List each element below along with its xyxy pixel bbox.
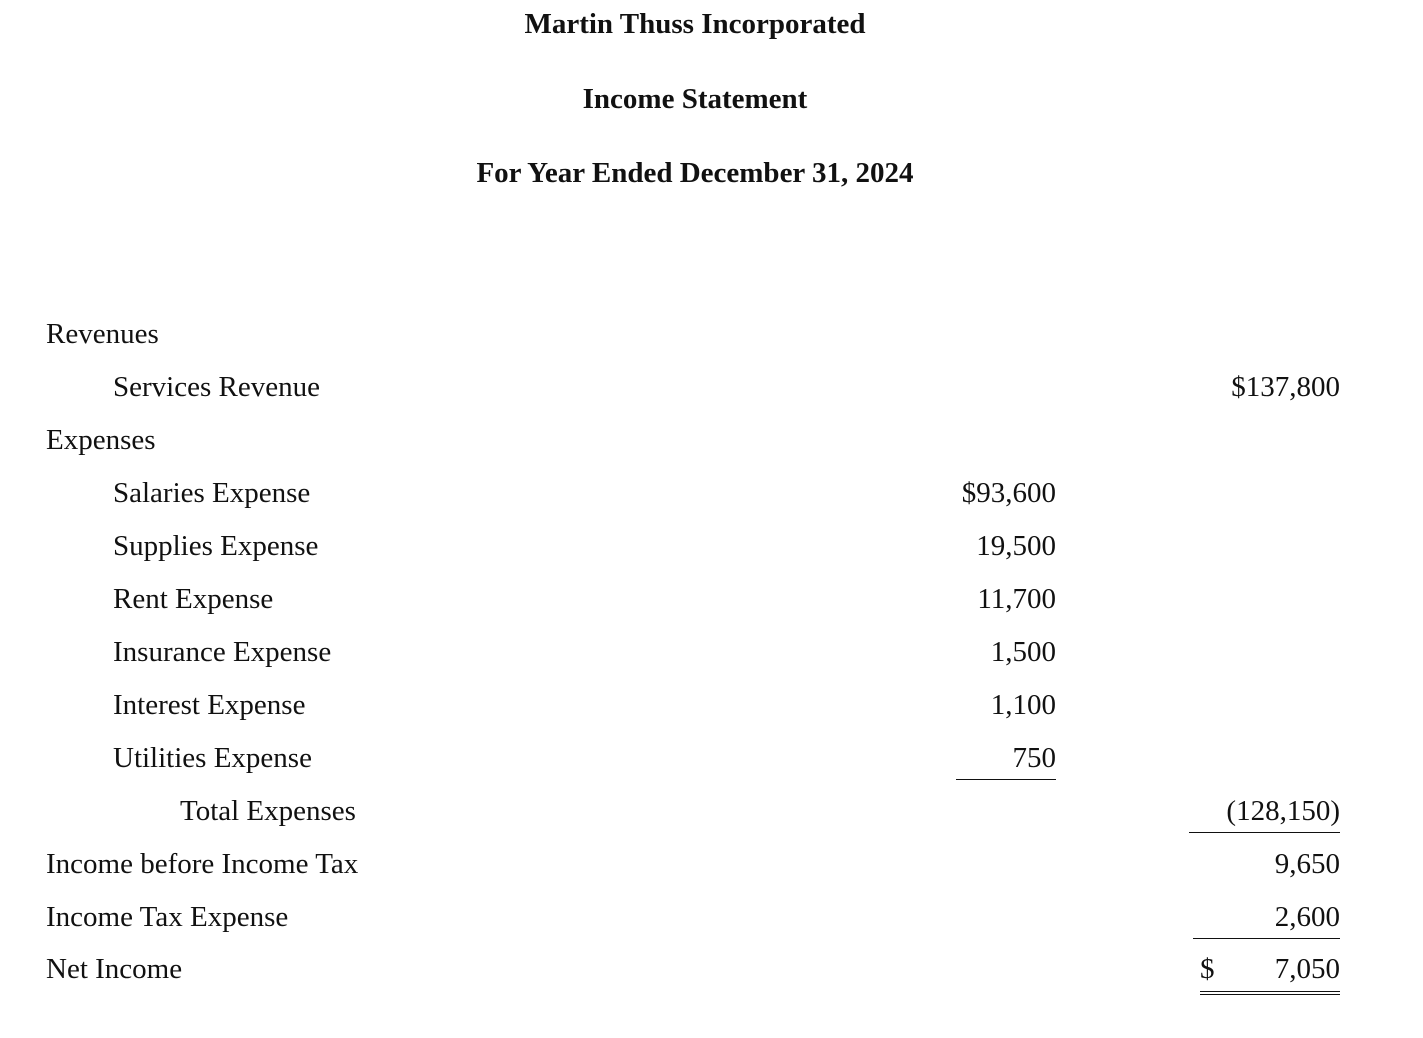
statement-title: Income Statement (582, 83, 808, 115)
expenses-section-row (0, 420, 1423, 460)
expense-row (0, 526, 1423, 566)
statement-period: For Year Ended December 31, 2024 (476, 157, 914, 189)
net-income-amount (1200, 949, 1340, 995)
expense-amount: 1,100 (990, 689, 1056, 721)
revenues-section-row (0, 314, 1423, 354)
income-tax-amount: 2,600 (1193, 897, 1340, 939)
total-expenses-row (0, 791, 1423, 831)
expense-amount: $93,600 (961, 477, 1056, 509)
expense-row (0, 473, 1423, 513)
expense-label: Utilities Expense (113, 742, 312, 774)
expense-amount: 19,500 (976, 530, 1056, 562)
line-item-label: Services Revenue (113, 371, 320, 403)
expense-row (0, 579, 1423, 619)
expense-label: Supplies Expense (113, 530, 319, 562)
expense-label: Insurance Expense (113, 636, 332, 668)
net-income-currency: $ (1200, 953, 1215, 985)
net-income-row (0, 949, 1423, 989)
expenses-label: Expenses (46, 424, 156, 456)
income-before-tax-row (0, 844, 1423, 884)
income-tax-label: Income Tax Expense (46, 901, 289, 933)
total-expenses-amount: (128,150) (1189, 791, 1340, 833)
expense-label: Salaries Expense (113, 477, 311, 509)
services-revenue-row (0, 367, 1423, 407)
revenues-label: Revenues (46, 318, 159, 350)
expense-row (0, 738, 1423, 778)
expense-label: Interest Expense (113, 689, 306, 721)
expense-amount: 11,700 (977, 583, 1056, 615)
expense-row (0, 632, 1423, 672)
income-tax-row (0, 897, 1423, 937)
services-revenue-amount: $137,800 (1231, 371, 1340, 403)
expense-amount: 750 (956, 738, 1056, 780)
net-income-value: 7,050 (1274, 953, 1340, 985)
net-income-label: Net Income (46, 953, 183, 985)
expense-row (0, 685, 1423, 725)
total-expenses-label: Total Expenses (180, 795, 356, 827)
income-before-tax-label: Income before Income Tax (46, 848, 359, 880)
expense-label: Rent Expense (113, 583, 274, 615)
company-name: Martin Thuss Incorporated (524, 8, 866, 40)
expense-amount: 1,500 (990, 636, 1056, 668)
income-before-tax-amount: 9,650 (1274, 848, 1340, 880)
